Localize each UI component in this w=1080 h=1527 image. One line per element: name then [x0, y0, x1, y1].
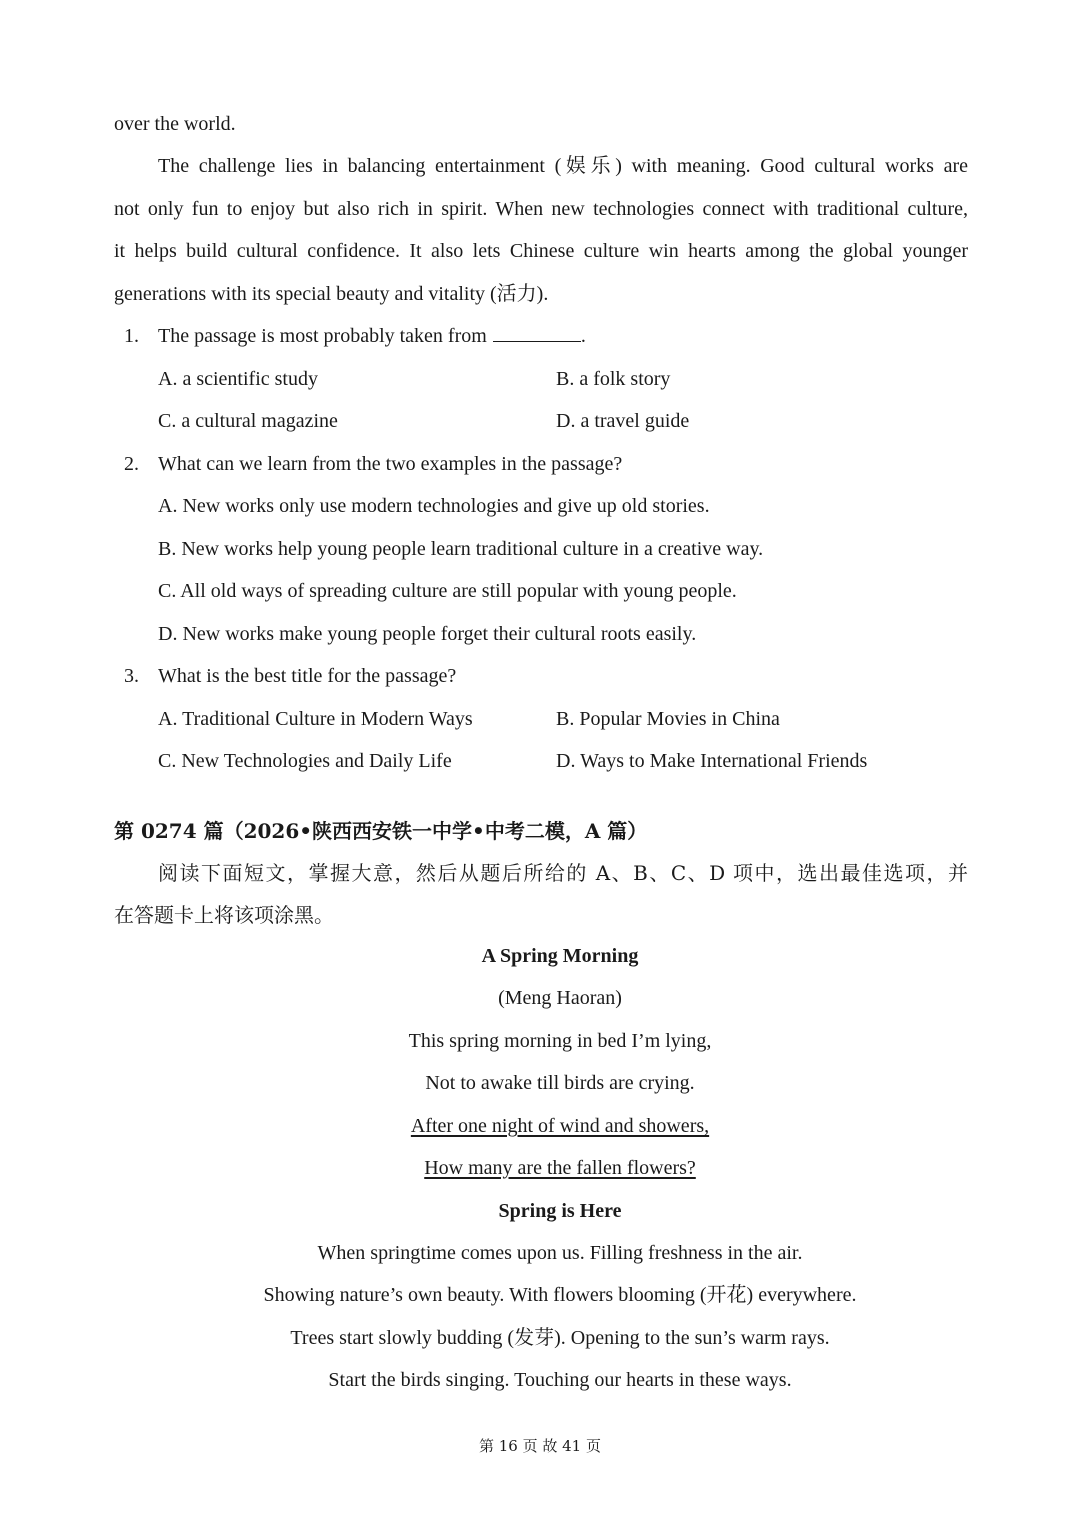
option-b: B. a folk story — [556, 368, 671, 390]
page-footer: 第 16 页 故 41 页 — [478, 1437, 601, 1455]
poem-line: Showing nature’s own beauty. With flowers blooming (开花) everywhere. — [263, 1284, 857, 1306]
poem-line: Start the birds singing. Touching our hearts in these ways. — [328, 1369, 792, 1391]
answer-blank — [493, 323, 581, 342]
option-d: D. New works make young people forget their cultural roots easily. — [158, 623, 697, 645]
poem-line: Trees start slowly budding (发芽). Opening to the sun’s warm rays. — [290, 1327, 830, 1349]
poem-title: A Spring Morning — [481, 945, 639, 967]
question-number: 2. — [124, 453, 139, 475]
option-b: B. Popular Movies in China — [556, 708, 780, 730]
option-c: C. a cultural magazine — [158, 410, 338, 432]
passage-line: generations with its special beauty and vitality (活力). — [114, 283, 549, 305]
poem-author: (Meng Haoran) — [498, 987, 622, 1009]
question-number: 3. — [124, 665, 139, 687]
poem-line: This spring morning in bed I’m lying, — [408, 1030, 712, 1052]
question-stem-text: The passage is most probably taken from — [158, 325, 487, 347]
option-c: C. All old ways of spreading culture are still popular with young people. — [158, 580, 737, 602]
poem-line — [0, 1154, 1080, 1182]
underlined-line: After one night of wind and showers, — [410, 1115, 710, 1137]
section-heading: 第 0274 篇（2026•陕西西安铁一中学•中考二模，A 篇） — [114, 819, 648, 843]
option-c: C. New Technologies and Daily Life — [158, 750, 452, 772]
passage-line: it helps build cultural confidence. It also lets Chinese culture win hearts among the global younger — [114, 240, 968, 262]
question-stem: What can we learn from the two examples in the passage? — [158, 453, 623, 475]
section-instruction: 在答题卡上将该项涂黑。 — [114, 903, 334, 927]
poem-line — [0, 1112, 1080, 1140]
poem-title: Spring is Here — [498, 1200, 622, 1222]
passage-line: The challenge lies in balancing entertainment (娱乐) with meaning. Good cultural works are — [158, 155, 968, 177]
option-d: D. a travel guide — [556, 410, 690, 432]
option-a: A. New works only use modern technologies and give up old stories. — [158, 495, 710, 517]
question-stem — [158, 322, 586, 350]
question-stem: What is the best title for the passage? — [158, 665, 457, 687]
option-a: A. Traditional Culture in Modern Ways — [158, 708, 473, 730]
section-instruction: 阅读下面短文，掌握大意，然后从题后所给的 A、B、C、D 项中，选出最佳选项，并 — [158, 861, 968, 885]
passage-line: over the world. — [114, 113, 236, 135]
option-a: A. a scientific study — [158, 368, 318, 390]
underlined-line: How many are the fallen flowers? — [424, 1157, 696, 1179]
poem-line: Not to awake till birds are crying. — [425, 1072, 695, 1094]
passage-line: not only fun to enjoy but also rich in spirit. When new technologies connect with traditional culture, — [114, 198, 968, 220]
option-d: D. Ways to Make International Friends — [556, 750, 868, 772]
option-b: B. New works help young people learn traditional culture in a creative way. — [158, 538, 764, 560]
question-stem-end: . — [580, 325, 586, 347]
question-number: 1. — [124, 325, 139, 347]
poem-line: When springtime comes upon us. Filling freshness in the air. — [317, 1242, 803, 1264]
